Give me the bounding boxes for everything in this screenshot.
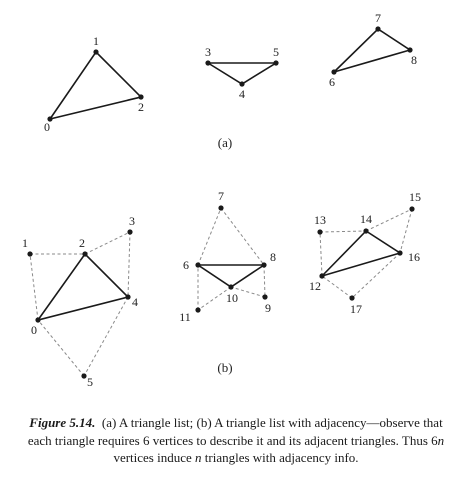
panel-b-vertex-14 [363,228,368,233]
panel-b-adjacency-edge-7-8 [221,208,264,265]
panel-b-vertex-1 [27,251,32,256]
panel-b-vertex-0 [35,317,40,322]
panel-a-vertex-7 [375,26,380,31]
panel-b-vertex-label-1: 1 [22,236,28,250]
panel-b-vertex-12 [319,273,324,278]
panel-a-vertex-4 [239,81,244,86]
panel-b-adjacency-edge-8-9 [264,265,265,297]
panel-b-adjacency-edge-17-12 [322,276,352,298]
panel-b-triangle-list-with-adjacency [22,189,421,389]
panel-a-vertex-3 [205,60,210,65]
caption-text: (a) A triangle list; (b) A triangle list with adjacency—observe that each triangle requires 6 vertices to describe it and its adjacent triangles. Thus 6 [27,415,443,448]
panel-b-vertex-15 [409,206,414,211]
caption-variable-n: n [437,432,445,448]
panel-b-label: (b) [217,360,233,375]
panel-a-vertex-label-5: 5 [273,45,279,59]
panel-b-adjacency-edge-13-14 [320,231,366,232]
panel-b-vertex-label-4: 4 [132,295,138,309]
panel-b-vertex-label-0: 0 [31,323,37,337]
panel-b-adjacency-edge-4-5 [84,297,128,376]
panel-b-vertex-13 [317,229,322,234]
caption-variable-n: n [195,450,202,465]
panel-b-vertex-label-16: 16 [408,250,420,264]
panel-b-vertex-label-11: 11 [179,310,191,324]
panel-b-vertex-5 [81,373,86,378]
panel-a-vertex-label-4: 4 [239,87,245,101]
panel-b-triangle-0-2-4 [38,254,128,320]
panel-b-vertex-7 [218,205,223,210]
panel-a-vertex-label-6: 6 [329,75,335,89]
panel-b-vertex-label-2: 2 [79,236,85,250]
panel-b-adjacency-edge-6-7 [198,208,221,265]
panel-b-vertex-label-6: 6 [183,258,189,272]
panel-b-adjacency-edge-5-0 [38,320,84,376]
panel-b-vertex-9 [262,294,267,299]
panel-a-triangle-list [44,11,417,150]
panel-b-vertex-label-13: 13 [314,213,326,227]
panel-b-vertex-10 [228,284,233,289]
panel-a-vertex-label-3: 3 [205,45,211,59]
panel-b-vertex-17 [349,295,354,300]
panel-b-vertex-label-10: 10 [226,291,238,305]
panel-b-vertex-label-9: 9 [265,301,271,315]
panel-b-vertex-label-15: 15 [409,190,421,204]
panel-b-triangle-6-8-10 [198,265,264,287]
panel-b-vertex-label-12: 12 [309,279,321,293]
panel-b-vertex-6 [195,262,200,267]
panel-a-vertex-2 [138,94,143,99]
panel-b-vertex-label-5: 5 [87,375,93,389]
panel-b-vertex-label-14: 14 [360,212,372,226]
panel-b-triangle-12-14-16 [322,231,400,276]
panel-b-vertex-label-3: 3 [129,214,135,228]
figure-caption [18,414,454,467]
caption-text-2: vertices induce [113,450,196,465]
panel-a-triangle-3-4-5 [208,63,276,84]
panel-a-vertex-label-1: 1 [93,34,99,48]
panel-a-triangle-0-1-2 [50,52,141,119]
caption-title: Figure 5.14. [29,415,96,430]
panel-a-vertex-label-7: 7 [375,11,381,25]
panel-a-triangle-6-7-8 [334,29,410,72]
panel-b-vertex-11 [195,307,200,312]
panel-a-vertex-8 [407,47,412,52]
panel-b-vertex-label-7: 7 [218,189,224,203]
panel-b-vertex-3 [127,229,132,234]
panel-a-vertex-6 [331,69,336,74]
panel-a-vertex-5 [273,60,278,65]
panel-a-vertex-label-0: 0 [44,120,50,134]
panel-a-vertex-label-2: 2 [138,100,144,114]
panel-b-adjacency-edge-15-16 [400,209,412,253]
panel-b-vertex-label-8: 8 [270,250,276,264]
panel-b-adjacency-edge-14-15 [366,209,412,231]
panel-b-vertex-16 [397,250,402,255]
panel-b-vertex-4 [125,294,130,299]
panel-b-vertex-2 [82,251,87,256]
caption-text-3: triangles with adjacency info. [201,450,359,465]
panel-b-adjacency-edge-3-4 [128,232,130,297]
panel-b-vertex-label-17: 17 [350,302,362,316]
panel-b-adjacency-edge-12-13 [320,232,322,276]
panel-b-vertex-8 [261,262,266,267]
panel-b-adjacency-edge-2-3 [85,232,130,254]
panel-a-label: (a) [217,135,233,150]
panel-a-vertex-1 [93,49,98,54]
panel-b-adjacency-edge-0-1 [30,254,38,320]
panel-a-vertex-label-8: 8 [411,53,417,67]
